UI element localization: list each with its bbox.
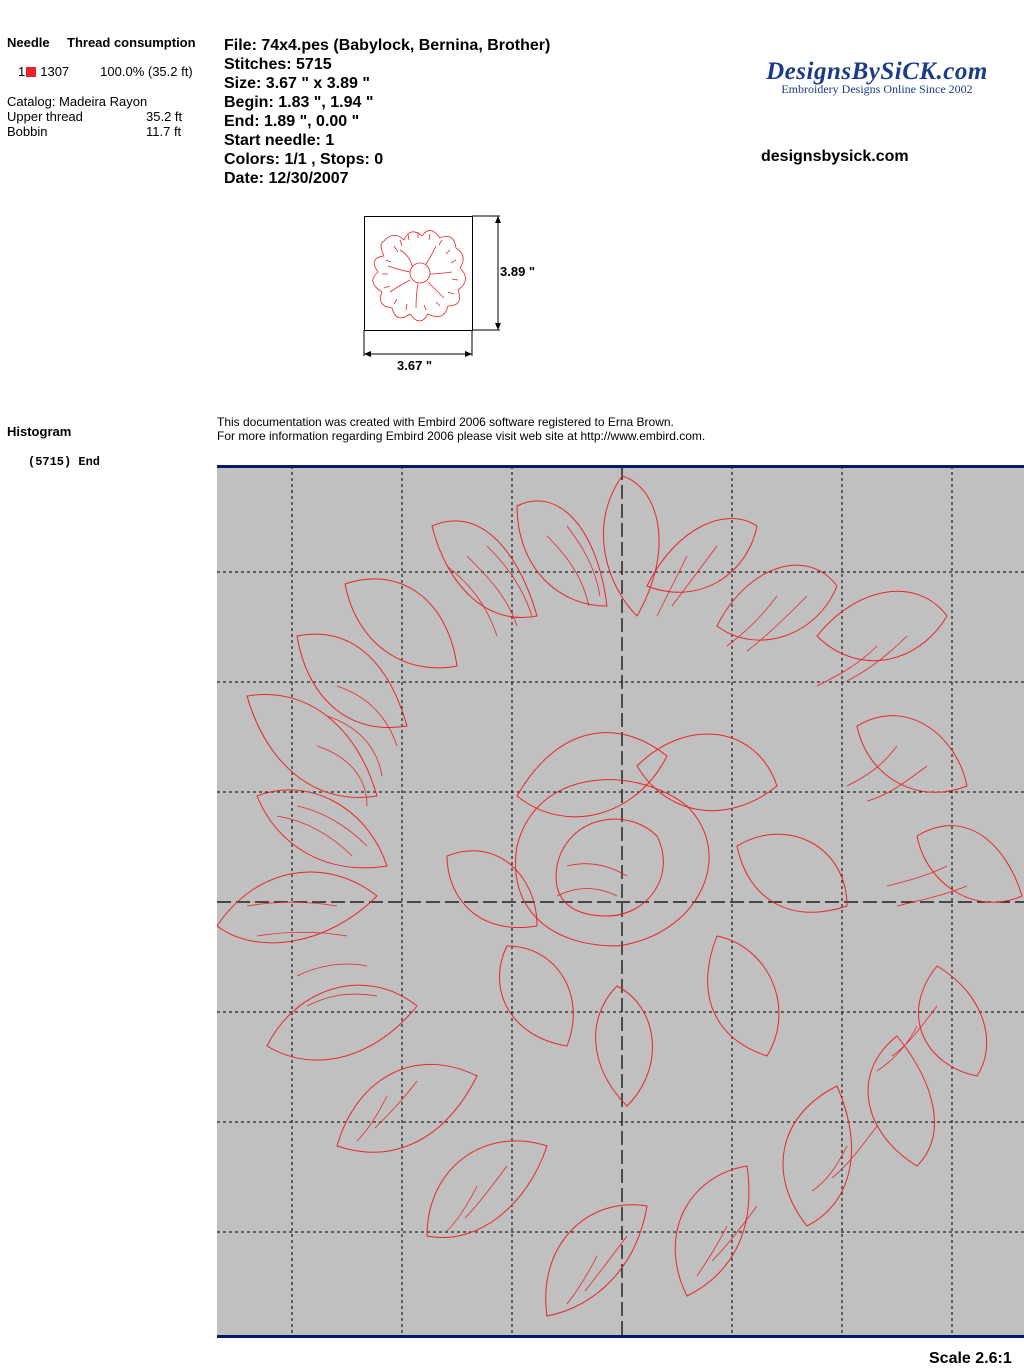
date-info: Date: 12/30/2007 <box>224 170 349 187</box>
thumbnail-width-label: 3.67 " <box>397 358 433 373</box>
file-info: File: 74x4.pes (Babylock, Bernina, Brother) <box>224 37 551 54</box>
design-canvas <box>217 466 1024 1338</box>
design-info <box>224 36 550 188</box>
design-thumbnail <box>360 210 550 380</box>
thread-row <box>18 64 193 79</box>
canvas-bottom-border <box>217 1335 1024 1338</box>
thumbnail-height-label: 3.89 " <box>500 264 536 279</box>
logo-title: DesignsBySiCK.com <box>766 58 988 85</box>
upper-thread-label: Upper thread <box>7 109 83 124</box>
website-link[interactable]: designsbysick.com <box>761 148 909 165</box>
software-note-line-2: For more information regarding Embird 2006 please visit web site at http://www.embird.com. <box>217 429 706 443</box>
upper-thread-value: 35.2 ft <box>146 109 183 124</box>
canvas-top-border <box>217 465 1024 468</box>
size-info: Size: 3.67 " x 3.89 " <box>224 75 370 92</box>
logo-subtitle: Embroidery Designs Online Since 2002 <box>781 82 973 96</box>
histogram-entry: (5715) End <box>28 455 101 469</box>
catalog-label: Catalog: Madeira Rayon <box>7 94 148 109</box>
thread-consumption-header: Thread consumption <box>67 35 196 50</box>
end-info: End: 1.89 ", 0.00 " <box>224 113 360 130</box>
colors-info: Colors: 1/1 , Stops: 0 <box>224 151 384 168</box>
needle-number: 1 <box>18 64 26 79</box>
bobbin-value: 11.7 ft <box>146 124 182 139</box>
stitches-info: Stitches: 5715 <box>224 56 332 73</box>
bobbin-label: Bobbin <box>7 124 48 139</box>
needle-header: Needle <box>7 35 50 50</box>
thread-code: 1307 <box>40 64 70 79</box>
scale-label: Scale 2.6:1 <box>929 1350 1012 1367</box>
embroidery-preview <box>217 466 1024 1338</box>
software-note-line-1: This documentation was created with Embird 2006 software registered to Erna Brown. <box>217 415 674 429</box>
thread-color-swatch <box>26 67 36 77</box>
logo <box>762 58 992 97</box>
start-needle-info: Start needle: 1 <box>224 132 335 149</box>
begin-info: Begin: 1.83 ", 1.94 " <box>224 94 374 111</box>
thread-percent: 100.0% (35.2 ft) <box>100 64 193 79</box>
center-axes <box>217 466 1024 1338</box>
histogram-label: Histogram <box>7 424 72 439</box>
software-note <box>217 415 705 443</box>
flower-outline <box>217 476 1022 1316</box>
